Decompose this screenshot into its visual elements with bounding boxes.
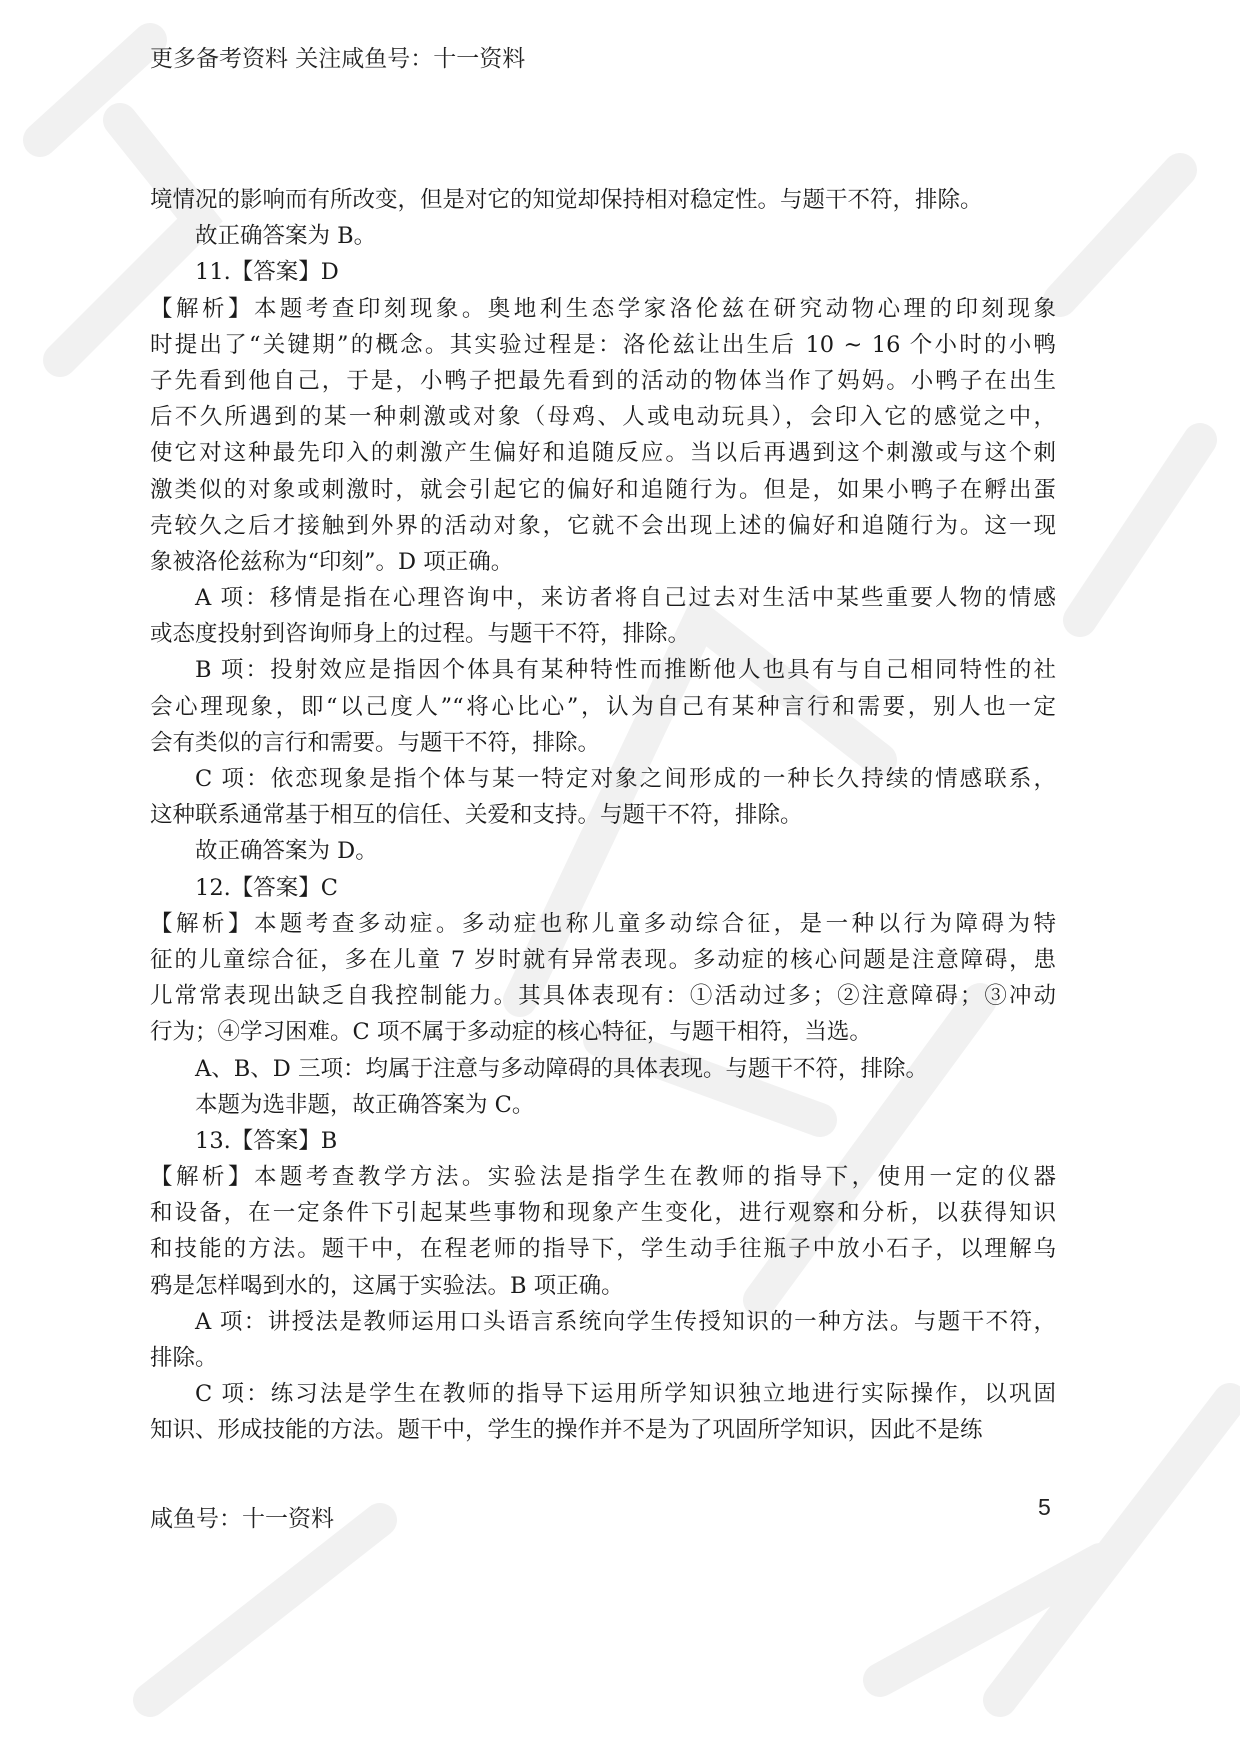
text-line: A 项：讲授法是教师运用口头语言系统向学生传授知识的一种方法。与题干不符， (195, 1308, 1056, 1335)
text-line: 象被洛伦兹称为“印刻”。D 项正确。 (150, 548, 514, 575)
text-line: 知识、形成技能的方法。题干中，学生的操作并不是为了巩固所学知识，因此不是练 (150, 1417, 983, 1444)
text-line: 【解析】本题考查印刻现象。奥地利生态学家洛伦兹在研究动物心理的印刻现象 (150, 295, 1056, 322)
paragraph (150, 254, 1056, 290)
paragraph (150, 1087, 1056, 1123)
paragraph (150, 1376, 1056, 1448)
text-line: 壳较久之后才接触到外界的活动对象，它就不会出现上述的偏好和追随行为。这一现 (150, 512, 1056, 539)
paragraph (150, 218, 1056, 254)
paragraph (150, 906, 1056, 1051)
text-line: 【解析】本题考查多动症。多动症也称儿童多动综合征，是一种以行为障碍为特 (150, 910, 1056, 937)
text-line: 鸦是怎样喝到水的，这属于实验法。B 项正确。 (150, 1272, 624, 1299)
text-line: C 项：练习法是学生在教师的指导下运用所学知识独立地进行实际操作，以巩固 (195, 1381, 1056, 1408)
text-line: 这种联系通常基于相互的信任、关爱和支持。与题干不符，排除。 (150, 802, 803, 829)
text-line: 13.【答案】B (195, 1127, 338, 1154)
text-line: 故正确答案为 D。 (195, 838, 378, 865)
page-footer: 咸鱼号：十一资料 (150, 1506, 334, 1532)
text-line: 会有类似的言行和需要。与题干不符，排除。 (150, 729, 601, 756)
text-line: 行为；④学习困难。C 项不属于多动症的核心特征，与题干相符，当选。 (150, 1019, 872, 1046)
text-line: 征的儿童综合征，多在儿童 7 岁时就有异常表现。多动症的核心问题是注意障碍，患 (150, 946, 1056, 973)
paragraph (150, 833, 1056, 869)
page-number: 5 (1038, 1494, 1051, 1520)
paragraph (150, 870, 1056, 906)
paragraph (150, 182, 1056, 218)
paragraph (150, 580, 1056, 652)
text-line: B 项：投射效应是指因个体具有某种特性而推断他人也具有与自己相同特性的社 (195, 657, 1056, 684)
text-line: 本题为选非题，故正确答案为 C。 (195, 1091, 535, 1118)
text-line: 【解析】本题考查教学方法。实验法是指学生在教师的指导下，使用一定的仪器 (150, 1164, 1056, 1191)
paragraph (150, 1304, 1056, 1376)
paragraph (150, 1123, 1056, 1159)
text-line: 儿常常表现出缺乏自我控制能力。其具体表现有：①活动过多；②注意障碍；③冲动 (150, 983, 1056, 1010)
text-line: 和设备，在一定条件下引起某些事物和现象产生变化，进行观察和分析，以获得知识 (150, 1200, 1056, 1227)
text-line: 和技能的方法。题干中，在程老师的指导下，学生动手往瓶子中放小石子，以理解乌 (150, 1236, 1056, 1263)
text-line: 12.【答案】C (195, 874, 338, 901)
text-line: 排除。 (150, 1345, 218, 1371)
text-line: A 项：移情是指在心理咨询中，来访者将自己过去对生活中某些重要人物的情感 (195, 585, 1056, 612)
text-line: 境情况的影响而有所改变，但是对它的知觉却保持相对稳定性。与题干不符，排除。 (150, 187, 983, 213)
paragraph (150, 1159, 1056, 1304)
text-line: 使它对这种最先印入的刺激产生偏好和追随反应。当以后再遇到这个刺激或与这个刺 (150, 440, 1056, 467)
text-line: 子先看到他自己，于是，小鸭子把最先看到的活动的物体当作了妈妈。小鸭子在出生 (150, 367, 1056, 394)
text-line: 时提出了“关键期”的概念。其实验过程是：洛伦兹让出生后 10 ~ 16 个小时的小鸭 (150, 331, 1056, 358)
text-line: C 项：依恋现象是指个体与某一特定对象之间形成的一种长久持续的情感联系， (195, 766, 1056, 792)
text-line: 激类似的对象或刺激时，就会引起它的偏好和追随行为。但是，如果小鸭子在孵出蛋 (150, 476, 1056, 503)
text-line: 会心理现象，即“以己度人”“将心比心”，认为自己有某种言行和需要，别人也一定 (150, 693, 1056, 720)
text-line: 或态度投射到咨询师身上的过程。与题干不符，排除。 (150, 621, 691, 648)
text-line: A、B、D 三项：均属于注意与多动障碍的具体表现。与题干不符，排除。 (195, 1055, 928, 1082)
paragraph (150, 291, 1056, 581)
text-line: 11.【答案】D (195, 259, 339, 286)
paragraph (150, 652, 1056, 761)
text-line: 后不久所遇到的某一种刺激或对象（母鸡、人或电动玩具），会印入它的感觉之中， (150, 404, 1056, 431)
document-body (150, 182, 1056, 1449)
paragraph (150, 1051, 1056, 1087)
paragraph (150, 761, 1056, 833)
text-line: 故正确答案为 B。 (195, 223, 377, 250)
page-header: 更多备考资料 关注咸鱼号：十一资料 (150, 46, 526, 72)
